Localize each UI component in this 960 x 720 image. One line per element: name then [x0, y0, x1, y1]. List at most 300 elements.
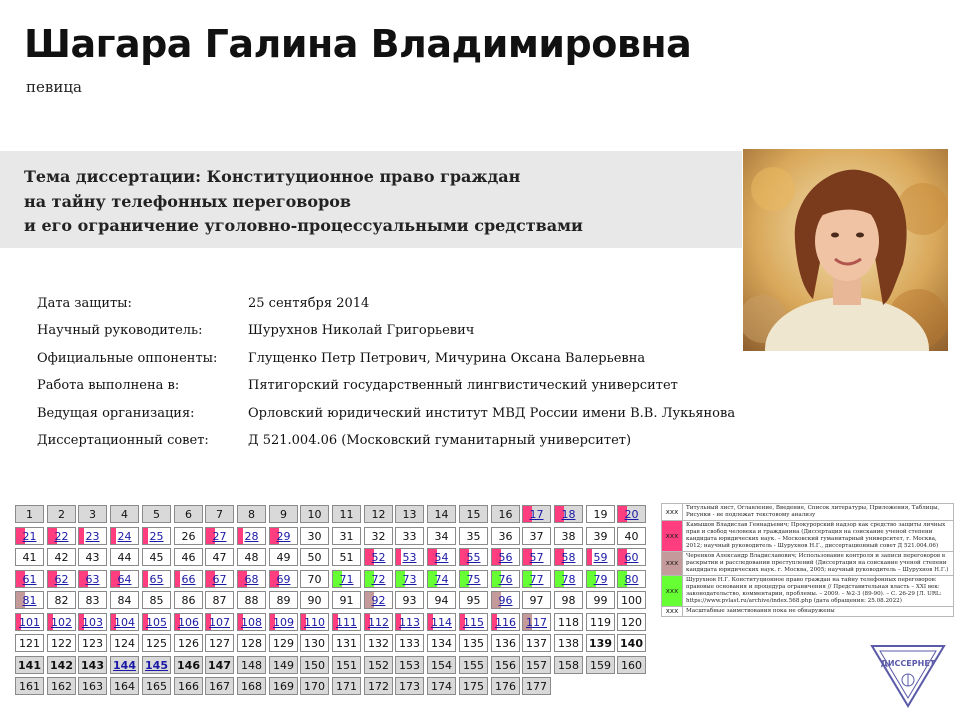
- page-cell-marker: [79, 528, 84, 544]
- page-cell: [174, 591, 203, 609]
- page-number: 49: [276, 551, 291, 564]
- page-number: 72: [371, 573, 386, 586]
- page-cell[interactable]: [205, 527, 234, 545]
- page-grid: [15, 505, 650, 698]
- page-number: 124: [114, 637, 135, 650]
- page-cell[interactable]: [110, 656, 139, 674]
- page-number: 162: [51, 680, 72, 693]
- page-number: 106: [178, 616, 199, 629]
- page-cell-marker: [143, 528, 148, 544]
- page-number: 6: [185, 508, 192, 521]
- page-number: 136: [495, 637, 516, 650]
- page-cell[interactable]: [522, 505, 551, 523]
- page-cell-marker: [587, 549, 592, 565]
- legend-row: [662, 504, 954, 521]
- page-cell[interactable]: [491, 613, 520, 631]
- page-number: 58: [561, 551, 576, 564]
- page-cell: [332, 505, 361, 523]
- page-number: 77: [529, 573, 544, 586]
- page-cell[interactable]: [142, 527, 171, 545]
- page-cell-marker: [143, 571, 148, 587]
- page-cell[interactable]: [110, 570, 139, 588]
- page-cell: [205, 634, 234, 652]
- page-cell[interactable]: [332, 613, 361, 631]
- page-cell: [522, 591, 551, 609]
- page-number: 108: [241, 616, 262, 629]
- page-number: 57: [529, 551, 544, 564]
- page-number: 15: [466, 508, 481, 521]
- page-number: 172: [368, 680, 389, 693]
- page-number: 121: [19, 637, 40, 650]
- page-number: 31: [339, 530, 354, 543]
- page-cell: [300, 591, 329, 609]
- page-cell: [300, 656, 329, 674]
- page-number: 156: [495, 659, 516, 672]
- page-cell: [15, 656, 44, 674]
- page-cell[interactable]: [395, 570, 424, 588]
- legend-text: Камышов Владислав Геннадьевич; Прокурорский надзор как средство защиты личных прав и свобод человека и гражданина (Диссертация на соискание ученой степени кандидата юридических наук. – Московский гуманитарный университет, г. Москва, 2012; научный руководитель - Шурухнов Н.Г., диссертационный совет Д 521.004.06): [683, 521, 954, 552]
- page-number: 2: [58, 508, 65, 521]
- page-cell: [237, 656, 266, 674]
- page-cell[interactable]: [78, 570, 107, 588]
- page-cell: [78, 634, 107, 652]
- page-number: 66: [181, 573, 196, 586]
- page-cell: [332, 656, 361, 674]
- page-cell: [237, 591, 266, 609]
- page-cell[interactable]: [205, 613, 234, 631]
- page-cell: [300, 677, 329, 695]
- page-cell: [332, 527, 361, 545]
- page-cell: [459, 505, 488, 523]
- page-number: 174: [431, 680, 452, 693]
- page-cell: [47, 505, 76, 523]
- page-cell: [174, 527, 203, 545]
- page-number: 1: [26, 508, 33, 521]
- page-number: 32: [371, 530, 386, 543]
- page-cell: [237, 548, 266, 566]
- page-cell[interactable]: [459, 548, 488, 566]
- page-cell: [617, 591, 646, 609]
- page-cell[interactable]: [174, 613, 203, 631]
- page-cell: [174, 656, 203, 674]
- page-number: 114: [431, 616, 452, 629]
- page-cell[interactable]: [15, 570, 44, 588]
- page-cell: [395, 677, 424, 695]
- page-cell: [617, 656, 646, 674]
- page-number: 78: [561, 573, 576, 586]
- legend-row: [662, 552, 954, 576]
- info-value: Глущенко Петр Петрович, Мичурина Оксана Валерьевна: [248, 350, 646, 366]
- legend-swatch: xxx: [662, 552, 683, 576]
- legend-text: Титульный лист, Оглавление, Введение, Список литературы, Приложения, Таблицы, Рисунки - не подлежат текстовому анализу: [683, 504, 954, 521]
- page-cell: [491, 634, 520, 652]
- page-number: 88: [244, 594, 259, 607]
- page-cell-marker: [111, 528, 116, 544]
- info-value: Д 521.004.06 (Московский гуманитарный университет): [248, 432, 632, 448]
- page-number: 76: [498, 573, 513, 586]
- page-number: 155: [463, 659, 484, 672]
- page-number: 14: [434, 508, 449, 521]
- page-cell[interactable]: [427, 548, 456, 566]
- page-number: 41: [22, 551, 37, 564]
- legend-text: Шурухнов Н.Г. Конституционное право граждан на тайну телефонных переговоров: правовые основания и процедура ограничения // Представительная власть – XXI век: законодательство, комментарии, проблемы. – 2009. – №2-3 (89-90). – С. 26-29 [Л. URL: https://www.pvlast.ru/archive/index.568.php (дата обращения: 25.08.2022): [683, 576, 954, 607]
- page-cell[interactable]: [554, 548, 583, 566]
- page-number: 79: [593, 573, 608, 586]
- page-cell[interactable]: [554, 505, 583, 523]
- page-cell: [586, 591, 615, 609]
- page-cell: [427, 505, 456, 523]
- page-cell[interactable]: [269, 613, 298, 631]
- page-number: 175: [463, 680, 484, 693]
- legend-swatch: xxx: [662, 607, 683, 617]
- page-cell[interactable]: [142, 613, 171, 631]
- page-number: 40: [624, 530, 639, 543]
- page-cell[interactable]: [15, 591, 44, 609]
- page-cell: [78, 505, 107, 523]
- page-cell: [78, 656, 107, 674]
- page-cell[interactable]: [332, 570, 361, 588]
- topic-line: Тема диссертации: Конституционное право граждан: [24, 167, 521, 186]
- page-cell: [110, 591, 139, 609]
- page-cell: [395, 656, 424, 674]
- page-number: 132: [368, 637, 389, 650]
- page-cell: [300, 527, 329, 545]
- page-cell[interactable]: [142, 656, 171, 674]
- page-number: 131: [336, 637, 357, 650]
- info-label: Научный руководитель:: [37, 323, 203, 339]
- page-cell[interactable]: [110, 613, 139, 631]
- page-number: 50: [307, 551, 322, 564]
- page-number: 170: [304, 680, 325, 693]
- page-cell: [47, 548, 76, 566]
- page-number: 18: [561, 508, 576, 521]
- page-cell: [300, 570, 329, 588]
- page-number: 26: [181, 530, 196, 543]
- page-number: 143: [81, 659, 104, 672]
- page-cell: [269, 548, 298, 566]
- person-name: Шагара Галина Владимировна: [24, 22, 692, 66]
- page-number: 102: [51, 616, 72, 629]
- page-cell[interactable]: [205, 570, 234, 588]
- page-cell: [269, 505, 298, 523]
- page-cell-marker: [175, 571, 180, 587]
- page-cell: [427, 677, 456, 695]
- page-cell: [110, 677, 139, 695]
- page-number: 87: [212, 594, 227, 607]
- page-cell: [554, 634, 583, 652]
- page-number: 144: [113, 659, 136, 672]
- page-cell[interactable]: [617, 505, 646, 523]
- page-cell[interactable]: [364, 570, 393, 588]
- page-number: 115: [463, 616, 484, 629]
- page-number: 135: [463, 637, 484, 650]
- page-cell: [110, 548, 139, 566]
- page-number: 160: [621, 659, 642, 672]
- legend-row: [662, 521, 954, 552]
- page-number: 46: [181, 551, 196, 564]
- page-number: 126: [178, 637, 199, 650]
- page-number: 65: [149, 573, 164, 586]
- page-cell: [142, 591, 171, 609]
- page-number: 19: [593, 508, 608, 521]
- page-number: 150: [304, 659, 325, 672]
- page-cell[interactable]: [617, 570, 646, 588]
- page-number: 120: [621, 616, 642, 629]
- page-number: 51: [339, 551, 354, 564]
- page-number: 24: [117, 530, 132, 543]
- page-cell[interactable]: [491, 570, 520, 588]
- page-number: 118: [558, 616, 579, 629]
- page-number: 110: [304, 616, 325, 629]
- page-number: 68: [244, 573, 259, 586]
- page-cell: [174, 548, 203, 566]
- info-label: Работа выполнена в:: [37, 378, 180, 394]
- page-cell[interactable]: [47, 527, 76, 545]
- page-cell[interactable]: [47, 570, 76, 588]
- page-cell: [142, 548, 171, 566]
- page-cell[interactable]: [47, 613, 76, 631]
- page-cell[interactable]: [78, 527, 107, 545]
- page-number: 10: [307, 508, 322, 521]
- page-number: 35: [466, 530, 481, 543]
- page-number: 48: [244, 551, 259, 564]
- page-number: 94: [434, 594, 449, 607]
- page-cell: [15, 548, 44, 566]
- dissertation-topic: [24, 165, 583, 239]
- page-cell: [586, 634, 615, 652]
- page-cell[interactable]: [491, 548, 520, 566]
- page-number: 63: [85, 573, 100, 586]
- page-cell: [617, 613, 646, 631]
- page-number: 105: [146, 616, 167, 629]
- page-number: 30: [307, 530, 322, 543]
- page-cell: [142, 634, 171, 652]
- page-cell: [47, 677, 76, 695]
- page-cell: [491, 656, 520, 674]
- page-cell[interactable]: [237, 570, 266, 588]
- page-number: 153: [399, 659, 420, 672]
- page-cell[interactable]: [142, 570, 171, 588]
- page-cell[interactable]: [554, 570, 583, 588]
- page-cell: [237, 634, 266, 652]
- page-cell: [269, 656, 298, 674]
- page-cell: [205, 656, 234, 674]
- page-cell: [15, 634, 44, 652]
- page-number: 164: [114, 680, 135, 693]
- info-label: Официальные оппоненты:: [37, 350, 218, 366]
- page-number: 138: [558, 637, 579, 650]
- page-cell: [269, 634, 298, 652]
- page-number: 34: [434, 530, 449, 543]
- info-value: Шурухнов Николай Григорьевич: [248, 323, 475, 339]
- page-cell[interactable]: [237, 613, 266, 631]
- page-cell: [491, 505, 520, 523]
- page-number: 177: [526, 680, 547, 693]
- page-cell[interactable]: [300, 613, 329, 631]
- page-cell: [364, 527, 393, 545]
- page-number: 20: [624, 508, 639, 521]
- page-number: 75: [466, 573, 481, 586]
- page-cell: [522, 634, 551, 652]
- page-cell-marker: [238, 528, 243, 544]
- page-cell: [522, 527, 551, 545]
- page-cell: [491, 527, 520, 545]
- page-cell[interactable]: [78, 613, 107, 631]
- page-cell[interactable]: [427, 570, 456, 588]
- legend-table: [661, 503, 954, 617]
- page-number: 125: [146, 637, 167, 650]
- page-cell[interactable]: [364, 613, 393, 631]
- legend-text: Масштабные заимствования пока не обнаружены: [683, 607, 954, 617]
- page-number: 152: [368, 659, 389, 672]
- page-cell[interactable]: [237, 527, 266, 545]
- page-number: 89: [276, 594, 291, 607]
- page-number: 8: [248, 508, 255, 521]
- page-number: 47: [212, 551, 227, 564]
- page-number: 85: [149, 594, 164, 607]
- page-cell[interactable]: [364, 548, 393, 566]
- page-cell: [554, 527, 583, 545]
- page-number: 13: [402, 508, 417, 521]
- dissernet-stamp: [868, 640, 948, 710]
- page-cell[interactable]: [364, 591, 393, 609]
- page-cell[interactable]: [395, 548, 424, 566]
- page-number: 166: [178, 680, 199, 693]
- page-cell: [237, 505, 266, 523]
- page-number: 117: [526, 616, 547, 629]
- page-number: 130: [304, 637, 325, 650]
- page-cell: [300, 505, 329, 523]
- page-number: 157: [526, 659, 547, 672]
- page-cell: [459, 527, 488, 545]
- page-number: 29: [276, 530, 291, 543]
- page-number: 103: [82, 616, 103, 629]
- page-cell: [300, 548, 329, 566]
- page-cell: [174, 634, 203, 652]
- page-number: 149: [273, 659, 294, 672]
- page-cell-marker: [396, 549, 401, 565]
- page-number: 42: [54, 551, 69, 564]
- page-cell[interactable]: [15, 613, 44, 631]
- page-number: 69: [276, 573, 291, 586]
- page-cell: [364, 677, 393, 695]
- page-number: 21: [22, 530, 37, 543]
- page-number: 140: [620, 637, 643, 650]
- info-value: Орловский юридический институт МВД России имени В.В. Лукьянова: [248, 405, 736, 421]
- page-number: 71: [339, 573, 354, 586]
- page-number: 27: [212, 530, 227, 543]
- page-number: 23: [85, 530, 100, 543]
- page-cell[interactable]: [586, 570, 615, 588]
- page-cell: [586, 656, 615, 674]
- dissernet-logo-icon: [868, 640, 948, 710]
- page-number: 62: [54, 573, 69, 586]
- page-cell: [364, 634, 393, 652]
- page-cell: [522, 677, 551, 695]
- page-cell: [78, 677, 107, 695]
- page-number: 84: [117, 594, 132, 607]
- page-number: 92: [371, 594, 386, 607]
- page-cell[interactable]: [269, 570, 298, 588]
- page-number: 151: [336, 659, 357, 672]
- page-number: 147: [208, 659, 231, 672]
- page-cell[interactable]: [617, 548, 646, 566]
- page-number: 4: [121, 508, 128, 521]
- page-cell[interactable]: [491, 591, 520, 609]
- page-cell: [110, 505, 139, 523]
- page-number: 134: [431, 637, 452, 650]
- page-number: 93: [402, 594, 417, 607]
- page-cell: [269, 677, 298, 695]
- page-number: 168: [241, 680, 262, 693]
- page-cell: [427, 656, 456, 674]
- page-cell: [586, 527, 615, 545]
- page-number: 61: [22, 573, 37, 586]
- page-number: 25: [149, 530, 164, 543]
- page-number: 141: [18, 659, 41, 672]
- page-cell: [269, 591, 298, 609]
- page-number: 81: [22, 594, 37, 607]
- page-number: 5: [153, 508, 160, 521]
- page-cell[interactable]: [586, 548, 615, 566]
- page-cell[interactable]: [459, 613, 488, 631]
- page-cell[interactable]: [110, 527, 139, 545]
- page-cell: [364, 505, 393, 523]
- page-number: 74: [434, 573, 449, 586]
- page-cell: [15, 505, 44, 523]
- info-label: Диссертационный совет:: [37, 432, 209, 448]
- page-cell[interactable]: [522, 548, 551, 566]
- page-number: 52: [371, 551, 386, 564]
- page-cell: [300, 634, 329, 652]
- page-number: 142: [50, 659, 73, 672]
- page-cell[interactable]: [427, 613, 456, 631]
- page-cell: [522, 656, 551, 674]
- page-number: 129: [273, 637, 294, 650]
- page-cell: [459, 634, 488, 652]
- page-cell[interactable]: [174, 570, 203, 588]
- page-number: 64: [117, 573, 132, 586]
- person-subtitle: певица: [26, 78, 82, 96]
- page-cell[interactable]: [395, 613, 424, 631]
- page-number: 37: [529, 530, 544, 543]
- page-cell: [237, 677, 266, 695]
- page-cell: [78, 591, 107, 609]
- page-cell[interactable]: [15, 527, 44, 545]
- page-cell: [110, 634, 139, 652]
- page-cell: [142, 505, 171, 523]
- page-number: 167: [209, 680, 230, 693]
- page-cell[interactable]: [522, 570, 551, 588]
- page-number: 59: [593, 551, 608, 564]
- page-number: 17: [529, 508, 544, 521]
- page-number: 44: [117, 551, 132, 564]
- page-cell[interactable]: [522, 613, 551, 631]
- legend-text: Черенков Александр Владиславович; Использование контроля и записи переговоров в раскрытии и расследовании преступлений (Диссертация на соискание ученой степени кандидата юридических наук. г. Москва, 2005; научный руководитель – Шурухнов Н.Г.): [683, 552, 954, 576]
- page-cell[interactable]: [269, 527, 298, 545]
- page-number: 7: [216, 508, 223, 521]
- page-number: 104: [114, 616, 135, 629]
- page-number: 22: [54, 530, 69, 543]
- legend-swatch: xxx: [662, 504, 683, 521]
- page-cell[interactable]: [459, 570, 488, 588]
- page-cell: [427, 527, 456, 545]
- legend-swatch: xxx: [662, 576, 683, 607]
- page-cell: [395, 527, 424, 545]
- stamp-text: ДИССЕРНЕТ: [880, 659, 936, 668]
- page-cell: [554, 613, 583, 631]
- legend-swatch: xxx: [662, 521, 683, 552]
